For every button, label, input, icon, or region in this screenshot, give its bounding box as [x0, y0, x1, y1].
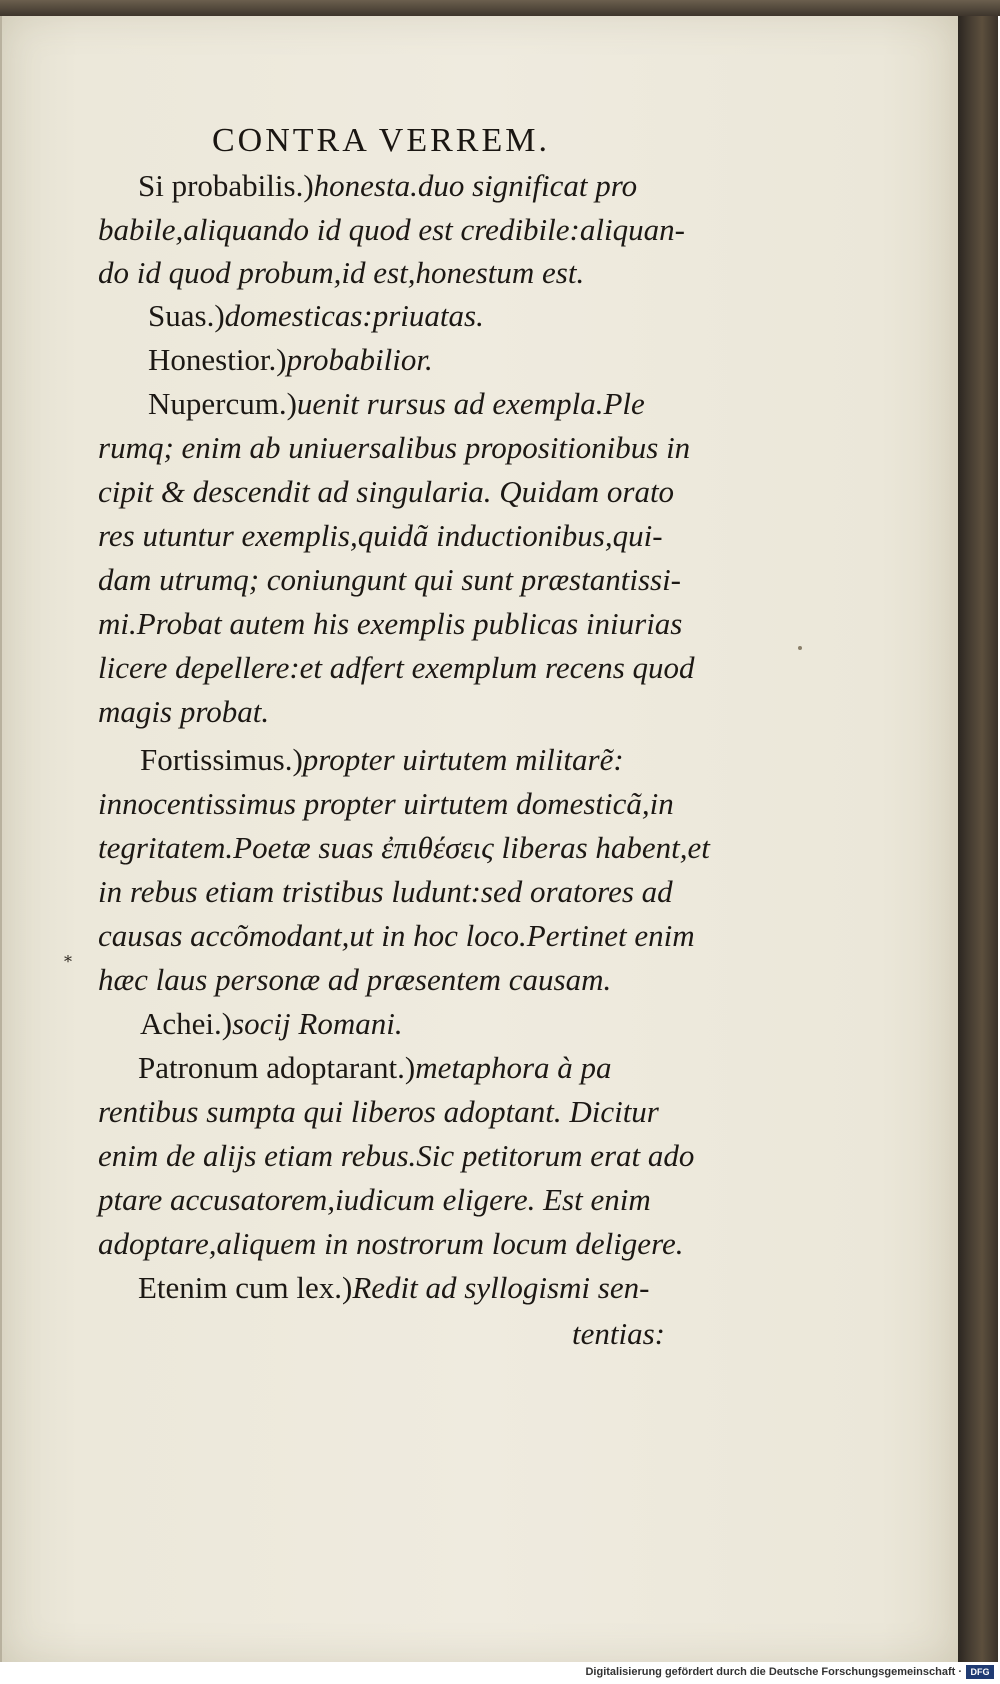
commentary: mi.Probat autem his exemplis publicas iniurias — [98, 606, 683, 641]
commentary: adoptare,aliquem in nostrorum locum deligere. — [98, 1226, 684, 1261]
lemma: Si probabilis.) — [138, 168, 314, 203]
lemma: Nupercum.) — [148, 386, 297, 421]
commentary: innocentissimus propter uirtutem domesticã,in — [98, 786, 674, 821]
commentary: domesticas:priuatas. — [224, 298, 484, 333]
text-line — [98, 1138, 694, 1174]
book-edge-top — [0, 0, 1000, 16]
text-line — [98, 1182, 651, 1218]
dfg-logo: DFG — [966, 1665, 994, 1679]
text-line — [148, 386, 645, 422]
commentary: uenit rursus ad exempla.Ple — [296, 386, 645, 421]
commentary: in rebus etiam tristibus ludunt:sed oratores ad — [98, 874, 673, 909]
margin-asterisk: * — [64, 952, 72, 971]
text-line — [148, 342, 433, 378]
text-line — [98, 606, 682, 642]
commentary: socij Romani. — [232, 1006, 403, 1041]
running-head: CONTRA VERREM. — [212, 122, 550, 159]
text-line — [138, 1050, 612, 1086]
commentary: rentibus sumpta qui liberos adoptant. Dicitur — [98, 1094, 659, 1129]
lemma: Honestior.) — [148, 342, 287, 377]
text-line — [98, 1226, 684, 1262]
commentary: probabilior. — [286, 342, 433, 377]
text-line — [138, 1270, 649, 1306]
text-line — [98, 474, 674, 510]
commentary: Redit ad syllogismi sen- — [352, 1270, 650, 1305]
lemma: Achei.) — [140, 1006, 233, 1041]
commentary: rumq; enim ab uniuersalibus propositionibus in — [98, 430, 691, 465]
commentary: causas accõmodant,ut in hoc loco.Pertinet enim — [98, 918, 695, 953]
text-line — [98, 874, 673, 910]
text-line — [98, 786, 674, 822]
commentary: dam utrumq; coniungunt qui sunt præstantissi- — [98, 562, 682, 597]
text-line — [98, 830, 710, 866]
paper-speck — [798, 646, 802, 650]
text-line — [98, 255, 584, 291]
lemma: Suas.) — [148, 298, 225, 333]
commentary: licere depellere:et adfert exemplum recens quod — [98, 650, 695, 685]
commentary: hæc laus personæ ad præsentem causam. — [98, 962, 612, 997]
text-line — [98, 518, 663, 554]
commentary: cipit & descendit ad singularia. Quidam orato — [98, 474, 675, 509]
commentary: ptare accusatorem,iudicum eligere. Est enim — [98, 1182, 651, 1217]
text-line — [148, 298, 484, 334]
text-line — [140, 742, 624, 778]
lemma: Etenim cum lex.) — [138, 1270, 353, 1305]
text-line — [98, 918, 695, 954]
text-line — [98, 1094, 659, 1130]
commentary: tentias: — [572, 1316, 665, 1351]
text-line — [138, 168, 637, 204]
lemma: Patronum adoptarant.) — [138, 1050, 416, 1085]
text-line — [98, 212, 685, 248]
text-line — [98, 650, 695, 686]
commentary: tegritatem.Poetæ suas ἐπιθέσεις liberas habent,et — [98, 830, 710, 865]
text-line — [572, 1316, 665, 1352]
commentary: propter uirtutem militarẽ: — [302, 742, 624, 777]
text-line — [98, 694, 269, 730]
text-line — [98, 562, 681, 598]
text-line — [140, 1006, 403, 1042]
commentary: babile,aliquando id quod est credibile:aliquan- — [98, 212, 685, 247]
text-line — [98, 962, 611, 998]
digitization-footer — [0, 1662, 1000, 1684]
commentary: enim de alijs etiam rebus.Sic petitorum erat ado — [98, 1138, 695, 1173]
commentary: res utuntur exemplis,quidã inductionibus,qui- — [98, 518, 663, 553]
text-line — [98, 430, 690, 466]
lemma: Fortissimus.) — [140, 742, 303, 777]
footer-credit: Digitalisierung gefördert durch die Deutsche Forschungsgemeinschaft · — [585, 1666, 962, 1678]
book-edge-right — [958, 16, 998, 1662]
commentary: honesta.duo significat pro — [313, 168, 638, 203]
commentary: do id quod probum,id est,honestum est. — [98, 255, 585, 290]
commentary: metaphora à pa — [415, 1050, 612, 1085]
commentary: magis probat. — [98, 694, 270, 729]
